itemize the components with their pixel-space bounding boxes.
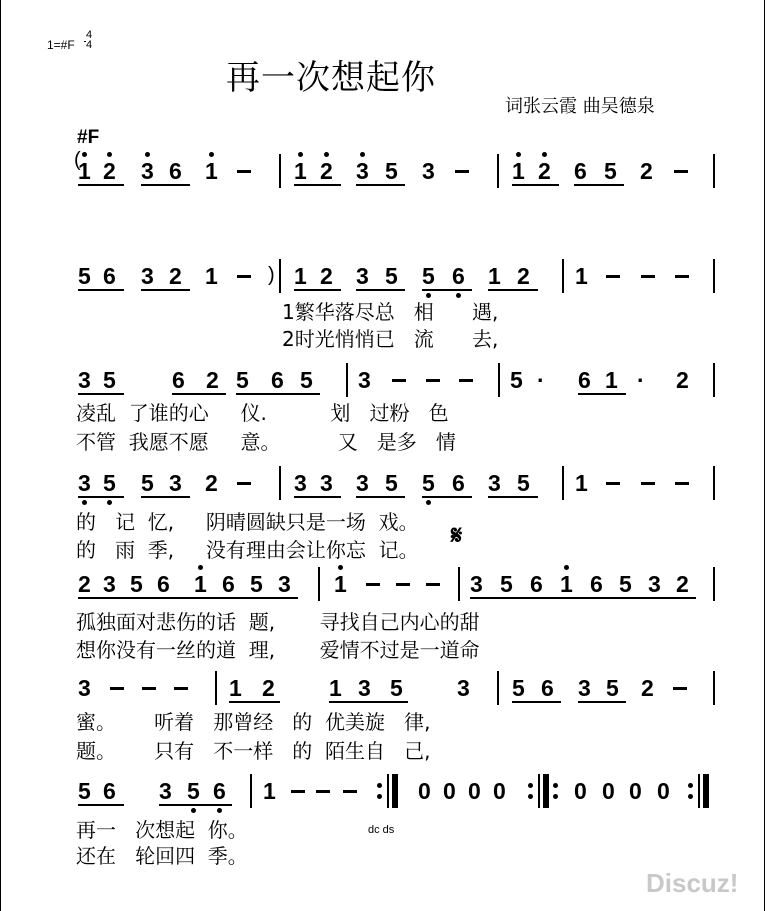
sustain-dash — [641, 482, 655, 485]
beam-underline — [159, 804, 232, 806]
note: 3 — [294, 470, 307, 496]
lyric-line: 题。 只有 不一样 的 陌生自 己, — [76, 739, 431, 763]
sustain-dash — [675, 482, 689, 485]
barline — [713, 363, 715, 397]
note: 0 — [468, 778, 481, 804]
beam-underline — [512, 701, 561, 703]
note: 6 — [590, 571, 603, 597]
low-octave-dot — [426, 293, 431, 298]
note: 2 — [676, 367, 689, 393]
note: 5 — [606, 675, 619, 701]
repeat-dot — [377, 794, 382, 799]
beam-underline — [488, 496, 538, 498]
barline — [215, 671, 217, 705]
sustain-dash — [366, 583, 380, 586]
note: 3 — [356, 158, 369, 184]
note: 0 — [418, 778, 431, 804]
beam-underline — [78, 393, 124, 395]
key-marker: #F — [77, 127, 100, 148]
note: 6 — [103, 263, 116, 289]
note: 2 — [676, 571, 689, 597]
high-octave-dot — [209, 152, 214, 157]
sustain-dash — [392, 379, 406, 382]
sustain-dash — [142, 687, 156, 690]
note: 5 — [422, 470, 435, 496]
segno-mark: 𝄋 — [451, 521, 463, 551]
lyric-line: 凌乱 了谁的心 仪. 划 过粉 色 — [76, 401, 449, 425]
note: 6 — [103, 778, 116, 804]
low-octave-dot — [82, 500, 87, 505]
note: 1 — [329, 675, 342, 701]
song-credits: 词张云霞 曲吴德泉 — [505, 96, 655, 117]
note: 5 — [390, 675, 403, 701]
note: 6 — [578, 367, 591, 393]
note: 5 — [510, 367, 523, 393]
note: 3 — [356, 263, 369, 289]
note: 2 — [78, 571, 91, 597]
beam-underline — [236, 393, 320, 395]
note: 2 — [205, 470, 218, 496]
note: 5 — [385, 263, 398, 289]
sustain-dash — [673, 687, 687, 690]
note: 5 — [517, 470, 530, 496]
low-octave-dot — [456, 293, 461, 298]
high-octave-dot — [360, 152, 365, 157]
key-signature: 1=#F — [47, 38, 75, 52]
note: 6 — [169, 158, 182, 184]
sustain-dash — [343, 790, 357, 793]
high-octave-dot — [338, 565, 343, 570]
time-signature — [84, 30, 94, 50]
repeat-dot — [553, 783, 558, 788]
note: 3 — [648, 571, 661, 597]
note: 3 — [141, 158, 154, 184]
note: 6 — [541, 675, 554, 701]
repeat-thick-bar — [392, 774, 398, 808]
beam-underline — [141, 184, 190, 186]
beam-underline — [294, 184, 341, 186]
lyric-line: 的 雨 季, 没有理由会让你忘 记。 — [76, 538, 419, 562]
note: 3 — [457, 675, 470, 701]
barline — [250, 774, 252, 808]
note: 1 — [560, 571, 573, 597]
repeat-dot — [688, 794, 693, 799]
note: 5 — [385, 158, 398, 184]
beam-underline — [512, 184, 559, 186]
barline — [713, 567, 715, 601]
high-octave-dot — [564, 565, 569, 570]
note: 5 — [103, 367, 116, 393]
beam-underline — [356, 184, 405, 186]
note: 5 — [512, 675, 525, 701]
high-octave-dot — [516, 152, 521, 157]
beam-underline — [78, 597, 298, 599]
note: 1 — [263, 778, 276, 804]
sustain-dash — [455, 170, 469, 173]
repeat-dot — [553, 794, 558, 799]
beam-underline — [422, 496, 472, 498]
note: 2 — [517, 263, 530, 289]
barline — [279, 259, 281, 293]
beam-underline — [422, 289, 472, 291]
note: 0 — [629, 778, 642, 804]
note: 3 — [358, 675, 371, 701]
note: 5 — [385, 470, 398, 496]
note: 2 — [320, 158, 333, 184]
note: 1 — [575, 263, 588, 289]
note: 3 — [488, 470, 501, 496]
beam-underline — [578, 393, 626, 395]
note: 3 — [320, 470, 333, 496]
beam-underline — [78, 289, 124, 291]
note: 6 — [222, 571, 235, 597]
beam-underline — [294, 289, 341, 291]
sustain-dash — [237, 482, 251, 485]
beam-underline — [172, 393, 226, 395]
sustain-dash — [396, 583, 410, 586]
note: 3 — [169, 470, 182, 496]
sustain-dash — [675, 275, 689, 278]
note: 0 — [574, 778, 587, 804]
lyric-line: 孤独面对悲伤的话 题, 寻找自己内心的甜 — [76, 610, 480, 634]
barline — [346, 363, 348, 397]
barline — [713, 671, 715, 705]
note: 5 — [500, 571, 513, 597]
note: 2 — [640, 158, 653, 184]
barline — [497, 671, 499, 705]
note: 5 — [78, 778, 91, 804]
barline — [458, 567, 460, 601]
note: 5 — [250, 571, 263, 597]
repeat-dot — [377, 783, 382, 788]
lyric-line: 1繁华落尽总 相 遇, — [282, 300, 499, 324]
note: 6 — [213, 778, 226, 804]
low-octave-dot — [217, 808, 222, 813]
beam-underline — [574, 184, 624, 186]
note: 1 — [488, 263, 501, 289]
beam-underline — [488, 289, 538, 291]
low-octave-dot — [426, 500, 431, 505]
barline — [498, 363, 500, 397]
watermark: Discuz! — [646, 868, 739, 898]
note: 5 — [78, 263, 91, 289]
note: 3 — [141, 263, 154, 289]
note: 5 — [619, 571, 632, 597]
beam-underline — [356, 289, 405, 291]
high-octave-dot — [145, 152, 150, 157]
low-octave-dot — [107, 500, 112, 505]
beam-underline — [356, 496, 405, 498]
note: 0 — [602, 778, 615, 804]
barline — [562, 466, 564, 500]
sustain-dash — [237, 170, 251, 173]
barline — [497, 154, 499, 188]
dc-ds-mark: dc ds — [368, 824, 395, 836]
meter-divider — [84, 41, 86, 42]
note: 0 — [443, 778, 456, 804]
note: 2 — [320, 263, 333, 289]
note: 3 — [278, 571, 291, 597]
high-octave-dot — [298, 152, 303, 157]
lyric-line: 再一 次想起 你。 — [76, 818, 248, 842]
lyric-line: 还在 轮回四 季。 — [76, 844, 248, 868]
lyric-line: 想你没有一丝的道 理, 爱情不过是一道命 — [76, 638, 480, 662]
note: 6 — [530, 571, 543, 597]
note: 1 — [78, 158, 91, 184]
note: 3 — [422, 158, 435, 184]
lyric-line: 2时光悄悄已 流 去, — [282, 327, 499, 351]
high-octave-dot — [324, 152, 329, 157]
beam-underline — [78, 184, 124, 186]
beam-underline — [141, 289, 190, 291]
sustain-dash — [291, 790, 305, 793]
note: 2 — [262, 675, 275, 701]
meter-top: 4 — [85, 29, 93, 41]
note: 5 — [422, 263, 435, 289]
note: 1 — [194, 571, 207, 597]
beam-underline — [229, 701, 280, 703]
beam-underline — [329, 701, 408, 703]
page-border-right — [764, 0, 765, 911]
barline — [713, 466, 715, 500]
repeat-thin-bar — [387, 774, 389, 808]
note: 0 — [493, 778, 506, 804]
beam-underline — [470, 597, 696, 599]
repeat-dot — [528, 783, 533, 788]
high-octave-dot — [542, 152, 547, 157]
note: 1 — [205, 263, 218, 289]
sustain-dash — [237, 275, 251, 278]
barline — [318, 567, 320, 601]
barline — [562, 259, 564, 293]
note: 3 — [358, 367, 371, 393]
note: 3 — [78, 367, 91, 393]
sustain-dash — [316, 790, 330, 793]
note: 2 — [103, 158, 116, 184]
note: · — [537, 367, 545, 393]
repeat-thick-bar — [543, 774, 549, 808]
sustain-dash — [606, 275, 620, 278]
meter-bottom: 4 — [85, 39, 93, 51]
note: 1 — [334, 571, 347, 597]
sustain-dash — [606, 482, 620, 485]
note: 1 — [294, 263, 307, 289]
high-octave-dot — [107, 152, 112, 157]
song-title: 再一次想起你 — [226, 58, 436, 98]
note: 6 — [574, 158, 587, 184]
note: 6 — [172, 367, 185, 393]
beam-underline — [78, 804, 124, 806]
note: 0 — [657, 778, 670, 804]
note: 1 — [575, 470, 588, 496]
lyric-line: 蜜。 听着 那曾经 的 优美旋 律, — [76, 710, 431, 734]
note: 6 — [452, 470, 465, 496]
sustain-dash — [174, 687, 188, 690]
note: 2 — [169, 263, 182, 289]
note: 3 — [78, 470, 91, 496]
barline — [279, 154, 281, 188]
lyric-line: 的 记 忆, 阴晴圆缺只是一场 戏。 — [76, 510, 419, 534]
lyric-line: 不管 我愿不愿 意。 又 是多 情 — [76, 430, 456, 454]
barline — [279, 466, 281, 500]
repeat-dot — [688, 783, 693, 788]
sustain-dash — [110, 687, 124, 690]
sustain-dash — [641, 275, 655, 278]
high-octave-dot — [198, 565, 203, 570]
note: 5 — [141, 470, 154, 496]
beam-underline — [141, 496, 190, 498]
note: 5 — [604, 158, 617, 184]
note: 5 — [130, 571, 143, 597]
note: 1 — [605, 367, 618, 393]
repeat-dot — [528, 794, 533, 799]
note: 6 — [271, 367, 284, 393]
note: 1 — [512, 158, 525, 184]
repeat-thin-bar — [538, 774, 540, 808]
note: 3 — [103, 571, 116, 597]
note: 1 — [205, 158, 218, 184]
barline — [713, 154, 715, 188]
sustain-dash — [426, 583, 440, 586]
repeat-thin-bar — [698, 774, 700, 808]
note: 3 — [356, 470, 369, 496]
note: 5 — [187, 778, 200, 804]
note: 3 — [578, 675, 591, 701]
open-paren: ( — [74, 149, 81, 171]
beam-underline — [78, 496, 124, 498]
note: 2 — [538, 158, 551, 184]
note: 5 — [103, 470, 116, 496]
repeat-thick-bar — [703, 774, 709, 808]
high-octave-dot — [82, 152, 87, 157]
note: 5 — [236, 367, 249, 393]
sustain-dash — [674, 170, 688, 173]
note: 1 — [229, 675, 242, 701]
page-border-left — [0, 0, 1, 911]
note: 3 — [78, 675, 91, 701]
sustain-dash — [426, 379, 440, 382]
close-paren: ) — [268, 264, 275, 286]
note: 5 — [300, 367, 313, 393]
note: 3 — [159, 778, 172, 804]
sustain-dash — [459, 379, 473, 382]
note: 1 — [294, 158, 307, 184]
note: · — [637, 367, 645, 393]
note: 2 — [641, 675, 654, 701]
low-octave-dot — [191, 808, 196, 813]
note: 2 — [206, 367, 219, 393]
beam-underline — [578, 701, 626, 703]
note: 6 — [452, 263, 465, 289]
barline — [713, 259, 715, 293]
note: 3 — [470, 571, 483, 597]
beam-underline — [294, 496, 341, 498]
note: 6 — [157, 571, 170, 597]
